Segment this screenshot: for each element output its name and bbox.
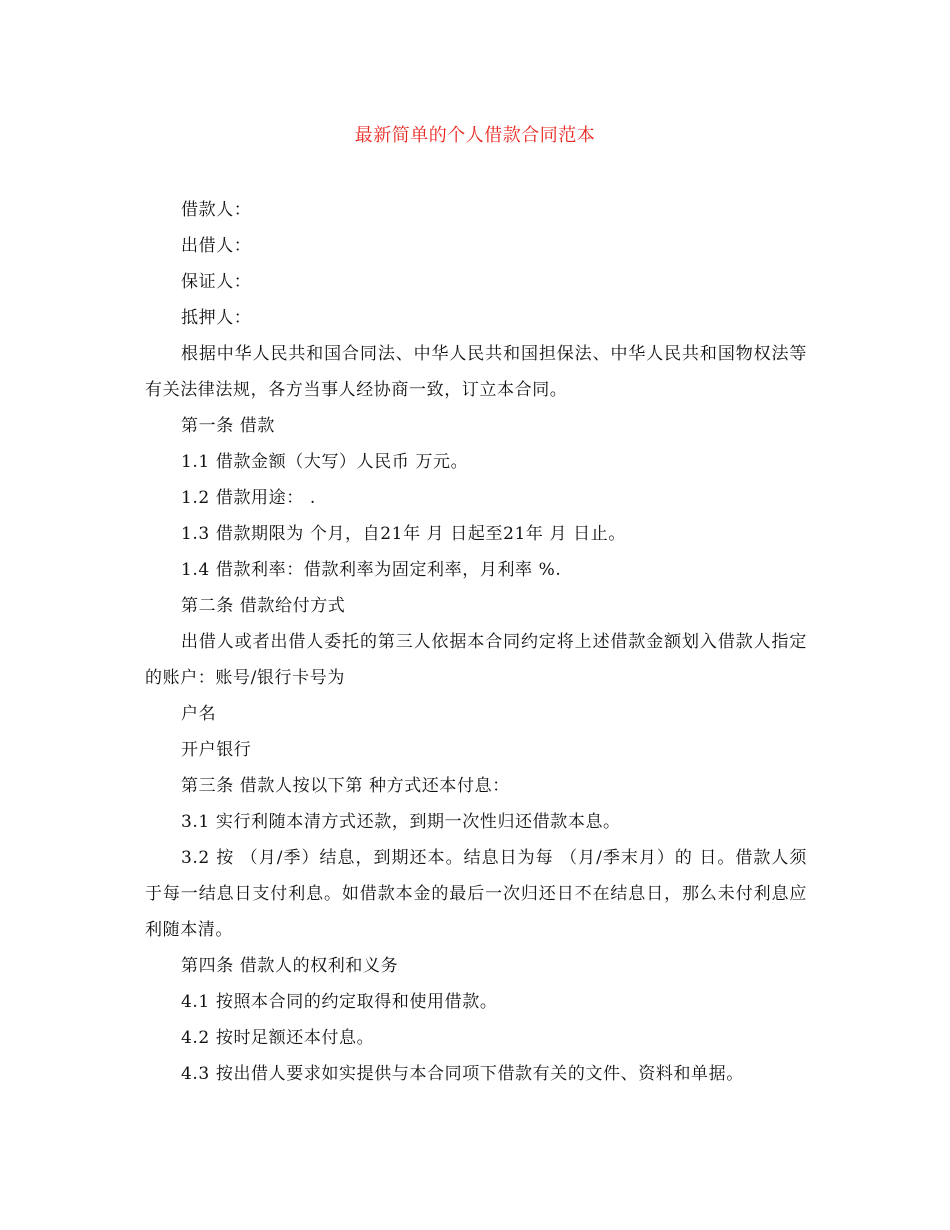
clause-3-2: 3.2 按 （月/季）结息，到期还本。结息日为每 （月/季末月）的 日。借款人须于每一结息日支付利息。如借款本金的最后一次归还日不在结息日，那么未付利息应利随本清。 [145, 848, 807, 940]
document-title: 最新简单的个人借款合同范本 [354, 125, 596, 146]
clause-1-1: 1.1 借款金额（大写）人民币 万元。 [181, 452, 469, 472]
clause-1-2: 1.2 借款用途： . [181, 488, 316, 508]
paragraph-borrower: 借款人： [181, 200, 252, 220]
paragraph-bank: 开户银行 [181, 740, 252, 760]
paragraph-mortgagor: 抵押人： [181, 308, 252, 328]
article-2-heading: 第二条 借款给付方式 [181, 596, 346, 616]
clause-4-3: 4.3 按出借人要求如实提供与本合同项下借款有关的文件、资料和单据。 [181, 1064, 744, 1084]
paragraph-guarantor: 保证人： [181, 272, 252, 292]
clause-1-4: 1.4 借款利率：借款利率为固定利率，月利率 %. [181, 560, 562, 580]
paragraph-account-name: 户名 [181, 704, 217, 724]
paragraph-preamble: 根据中华人民共和国合同法、中华人民共和国担保法、中华人民共和国物权法等有关法律法规，各方当事人经协商一致，订立本合同。 [145, 344, 807, 400]
clause-4-2: 4.2 按时足额还本付息。 [181, 1028, 375, 1048]
article-4-heading: 第四条 借款人的权利和义务 [181, 956, 399, 976]
article-1-heading: 第一条 借款 [181, 416, 276, 436]
paragraph-account: 出借人或者出借人委托的第三人依据本合同约定将上述借款金额划入借款人指定的账户：账号/银行卡号为 [145, 632, 807, 688]
paragraph-lender: 出借人： [181, 236, 252, 256]
article-3-heading: 第三条 借款人按以下第 种方式还本付息： [181, 776, 510, 796]
clause-3-1: 3.1 实行利随本清方式还款，到期一次性归还借款本息。 [181, 812, 621, 832]
clause-1-3: 1.3 借款期限为 个月，自21年 月 日起至21年 月 日止。 [181, 524, 626, 544]
clause-4-1: 4.1 按照本合同的约定取得和使用借款。 [181, 992, 498, 1012]
document-body [145, 192, 807, 1092]
